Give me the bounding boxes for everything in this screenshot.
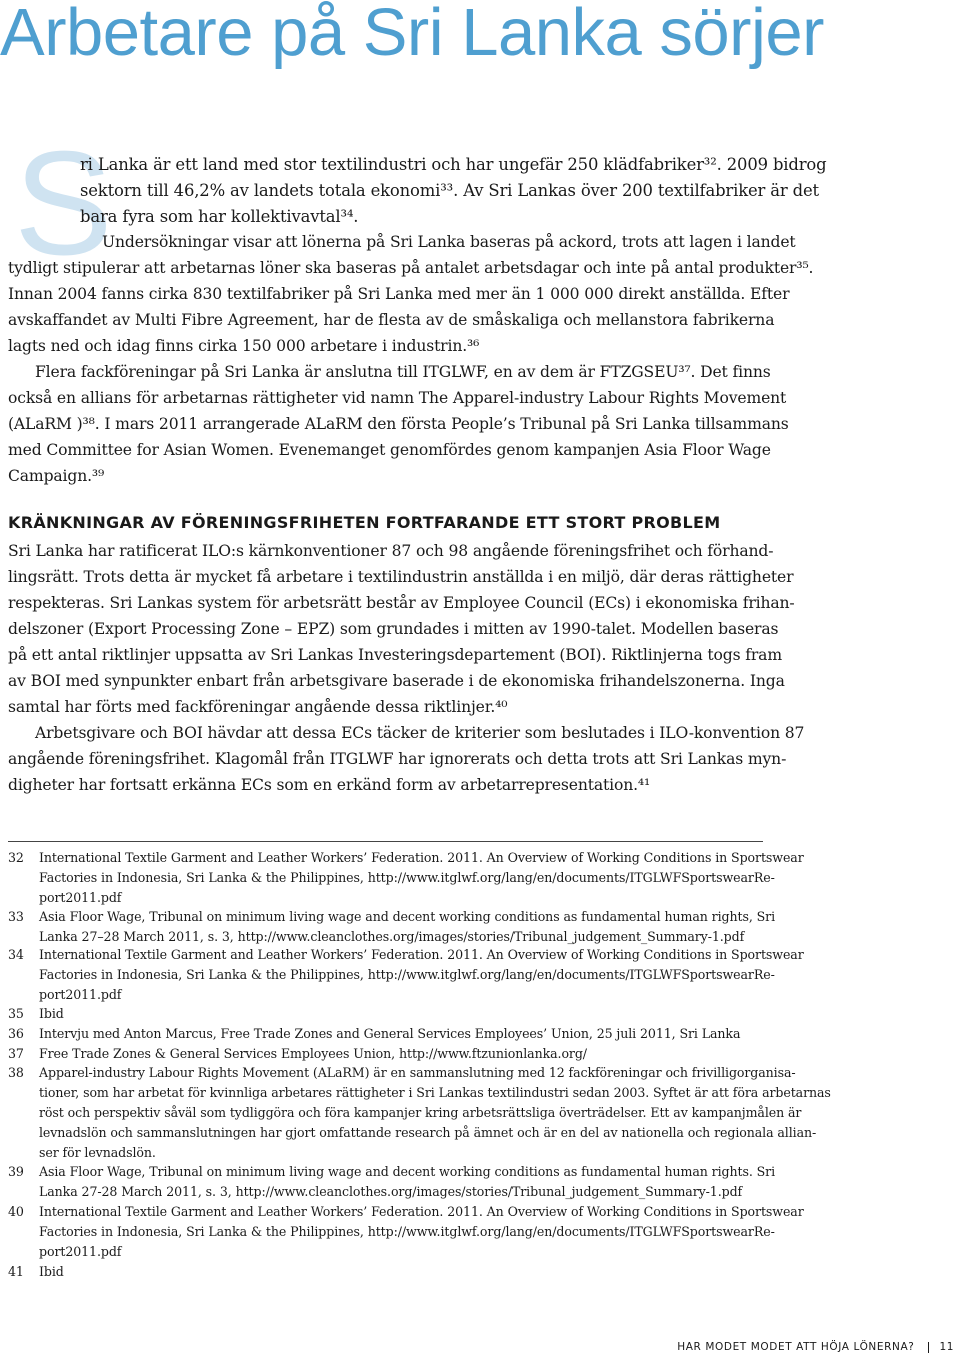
paragraph-line: lingsrätt. Trots detta är mycket få arbetare i textilindustrin anställda i en miljö, där deras rättigheter	[8, 568, 794, 586]
footnote-line: levnadslön och sammanslutningen har gjort omfattande research på ämnet och är en del av nationella och regionala allian-	[39, 1125, 817, 1140]
paragraph-line: tydligt stipulerar att arbetarnas löner ska baseras på antalet arbetsdagar och inte på antal produkter³⁵.	[8, 259, 814, 277]
paragraph-line: Undersökningar visar att lönerna på Sri Lanka baseras på ackord, trots att lagen i landet	[102, 233, 796, 251]
footnote-line: tioner, som har arbetat för kvinnliga arbetares rättigheter i Sri Lankas textilindustri sedan 2003. Syftet är att föra arbetarnas	[39, 1085, 831, 1100]
footnote-line: port2011.pdf	[39, 1244, 122, 1259]
page-number: 11	[939, 1341, 954, 1353]
footnote-line: Factories in Indonesia, Sri Lanka & the Philippines, http://www.itglwf.org/lang/en/documents/ITGLWFSportswearRe-	[39, 1224, 775, 1239]
paragraph-line: delszoner (Export Processing Zone – EPZ) som grundades i mitten av 1990-talet. Modellen baseras	[8, 620, 779, 638]
footnote-line: Intervju med Anton Marcus, Free Trade Zones and General Services Employees’ Union, 25 juli 2011, Sri Lanka	[39, 1026, 741, 1041]
drop-cap: S	[14, 121, 113, 286]
footer-text: HAR MODET MODET ATT HÖJA LÖNERNA?	[677, 1341, 915, 1353]
paragraph-line: med Committee for Asian Women. Evenemanget genomfördes genom kampanjen Asia Floor Wage	[8, 441, 771, 459]
page-title: Arbetare på Sri Lanka sörjer	[0, 0, 824, 70]
page-footer	[677, 1341, 954, 1353]
footnote-number: 34	[8, 947, 24, 962]
footnote-line: Apparel-industry Labour Rights Movement (ALaRM) är en sammanslutning med 12 fackföreningar och frivilligorganisa-	[39, 1065, 796, 1080]
footnote-line: Lanka 27–28 March 2011, s. 3, http://www.cleanclothes.org/images/stories/Tribunal_judgement_Summary-1.pdf	[39, 929, 745, 944]
footnote-line: röst och perspektiv såväl som tydliggöra och föra kampanjer kring arbetsrättsliga överträdelser. Ett av kampanjmålen är	[39, 1105, 802, 1120]
paragraph-line: Innan 2004 fanns cirka 830 textilfabriker på Sri Lanka med mer än 1 000 000 direkt anställda. Efter	[8, 285, 790, 303]
footnote-line: Ibid	[39, 1264, 64, 1279]
footnote-line: Free Trade Zones & General Services Employees Union, http://www.ftzunionlanka.org/	[39, 1046, 587, 1061]
paragraph-line: lagts ned och idag finns cirka 150 000 arbetare i industrin.³⁶	[8, 337, 480, 355]
footnote-number: 35	[8, 1006, 24, 1021]
footnote-line: International Textile Garment and Leather Workers’ Federation. 2011. An Overview of Working Conditions in Sportswear	[39, 947, 804, 962]
footnote-line: Asia Floor Wage, Tribunal on minimum living wage and decent working conditions as fundamental human rights, Sri	[39, 909, 776, 924]
paragraph-line: Campaign.³⁹	[8, 467, 105, 485]
footnote-number: 40	[8, 1204, 24, 1219]
paragraph-line: Arbetsgivare och BOI hävdar att dessa ECs täcker de kriterier som beslutades i ILO-konvention 87	[35, 724, 805, 742]
paragraph-line: av BOI med synpunkter enbart från arbetsgivare baserade i de ekonomiska frihandelszonerna. Inga	[8, 672, 785, 690]
footnote-line: Ibid	[39, 1006, 64, 1021]
footnote-line: International Textile Garment and Leather Workers’ Federation. 2011. An Overview of Working Conditions in Sportswear	[39, 850, 804, 865]
paragraph-line: angående föreningsfrihet. Klagomål från ITGLWF har ignorerats och detta trots att Sri Lankas myn-	[8, 750, 787, 768]
footnote-number: 37	[8, 1046, 24, 1061]
footnote-number: 32	[8, 850, 24, 865]
paragraph-line: Flera fackföreningar på Sri Lanka är anslutna till ITGLWF, en av dem är FTZGSEU³⁷. Det finns	[35, 363, 771, 381]
footnote-number: 36	[8, 1026, 24, 1041]
footnote-line: International Textile Garment and Leather Workers’ Federation. 2011. An Overview of Working Conditions in Sportswear	[39, 1204, 804, 1219]
footnote-line: Asia Floor Wage, Tribunal on minimum living wage and decent working conditions as fundamental human rights. Sri	[39, 1164, 776, 1179]
footnote-number: 39	[8, 1164, 24, 1179]
paragraph-line: bara fyra som har kollektivavtal³⁴.	[80, 207, 359, 226]
paragraph-line: på ett antal riktlinjer uppsatta av Sri Lankas Investeringsdepartement (BOI). Riktlinjerna togs fram	[8, 646, 782, 664]
footnote-line: port2011.pdf	[39, 890, 122, 905]
footnote-number: 38	[8, 1065, 24, 1080]
footnote-number: 33	[8, 909, 24, 924]
paragraph-line: avskaffandet av Multi Fibre Agreement, har de flesta av de småskaliga och mellanstora fabrikerna	[8, 311, 775, 329]
footnote-number: 41	[8, 1264, 24, 1279]
paragraph-line: också en allians för arbetarnas rättigheter vid namn The Apparel-industry Labour Rights Movement	[8, 389, 787, 407]
paragraph-line: samtal har förts med fackföreningar angående dessa riktlinjer.⁴⁰	[8, 698, 508, 716]
footnote-line: Lanka 27-28 March 2011, s. 3, http://www.cleanclothes.org/images/stories/Tribunal_judgement_Summary-1.pdf	[39, 1184, 743, 1199]
paragraph-line: (ALaRM )³⁸. I mars 2011 arrangerade ALaRM den första People’s Tribunal på Sri Lanka tillsammans	[8, 415, 789, 433]
footnote-line: port2011.pdf	[39, 987, 122, 1002]
footnote-line: ser för levnadslön.	[39, 1145, 156, 1160]
paragraph-line: ri Lanka är ett land med stor textilindustri och har ungefär 250 klädfabriker³². 2009 bidrog	[80, 155, 827, 174]
footnote-divider	[8, 841, 763, 842]
paragraph-line: respekteras. Sri Lankas system för arbetsrätt består av Employee Council (ECs) i ekonomiska frihan-	[8, 594, 795, 612]
paragraph-line: Sri Lanka har ratificerat ILO:s kärnkonventioner 87 och 98 angående föreningsfrihet och förhand-	[8, 542, 774, 560]
paragraph-line: sektorn till 46,2% av landets totala ekonomi³³. Av Sri Lankas över 200 textilfabriker är det	[80, 181, 819, 200]
footer-separator	[928, 1342, 929, 1353]
footnote-line: Factories in Indonesia, Sri Lanka & the Philippines, http://www.itglwf.org/lang/en/documents/ITGLWFSportswearRe-	[39, 870, 775, 885]
section-heading: KRÄNKNINGAR AV FÖRENINGSFRIHETEN FORTFARANDE ETT STORT PROBLEM	[8, 513, 721, 532]
paragraph-line: digheter har fortsatt erkänna ECs som en erkänd form av arbetarrepresentation.⁴¹	[8, 776, 651, 794]
footnote-line: Factories in Indonesia, Sri Lanka & the Philippines, http://www.itglwf.org/lang/en/documents/ITGLWFSportswearRe-	[39, 967, 775, 982]
